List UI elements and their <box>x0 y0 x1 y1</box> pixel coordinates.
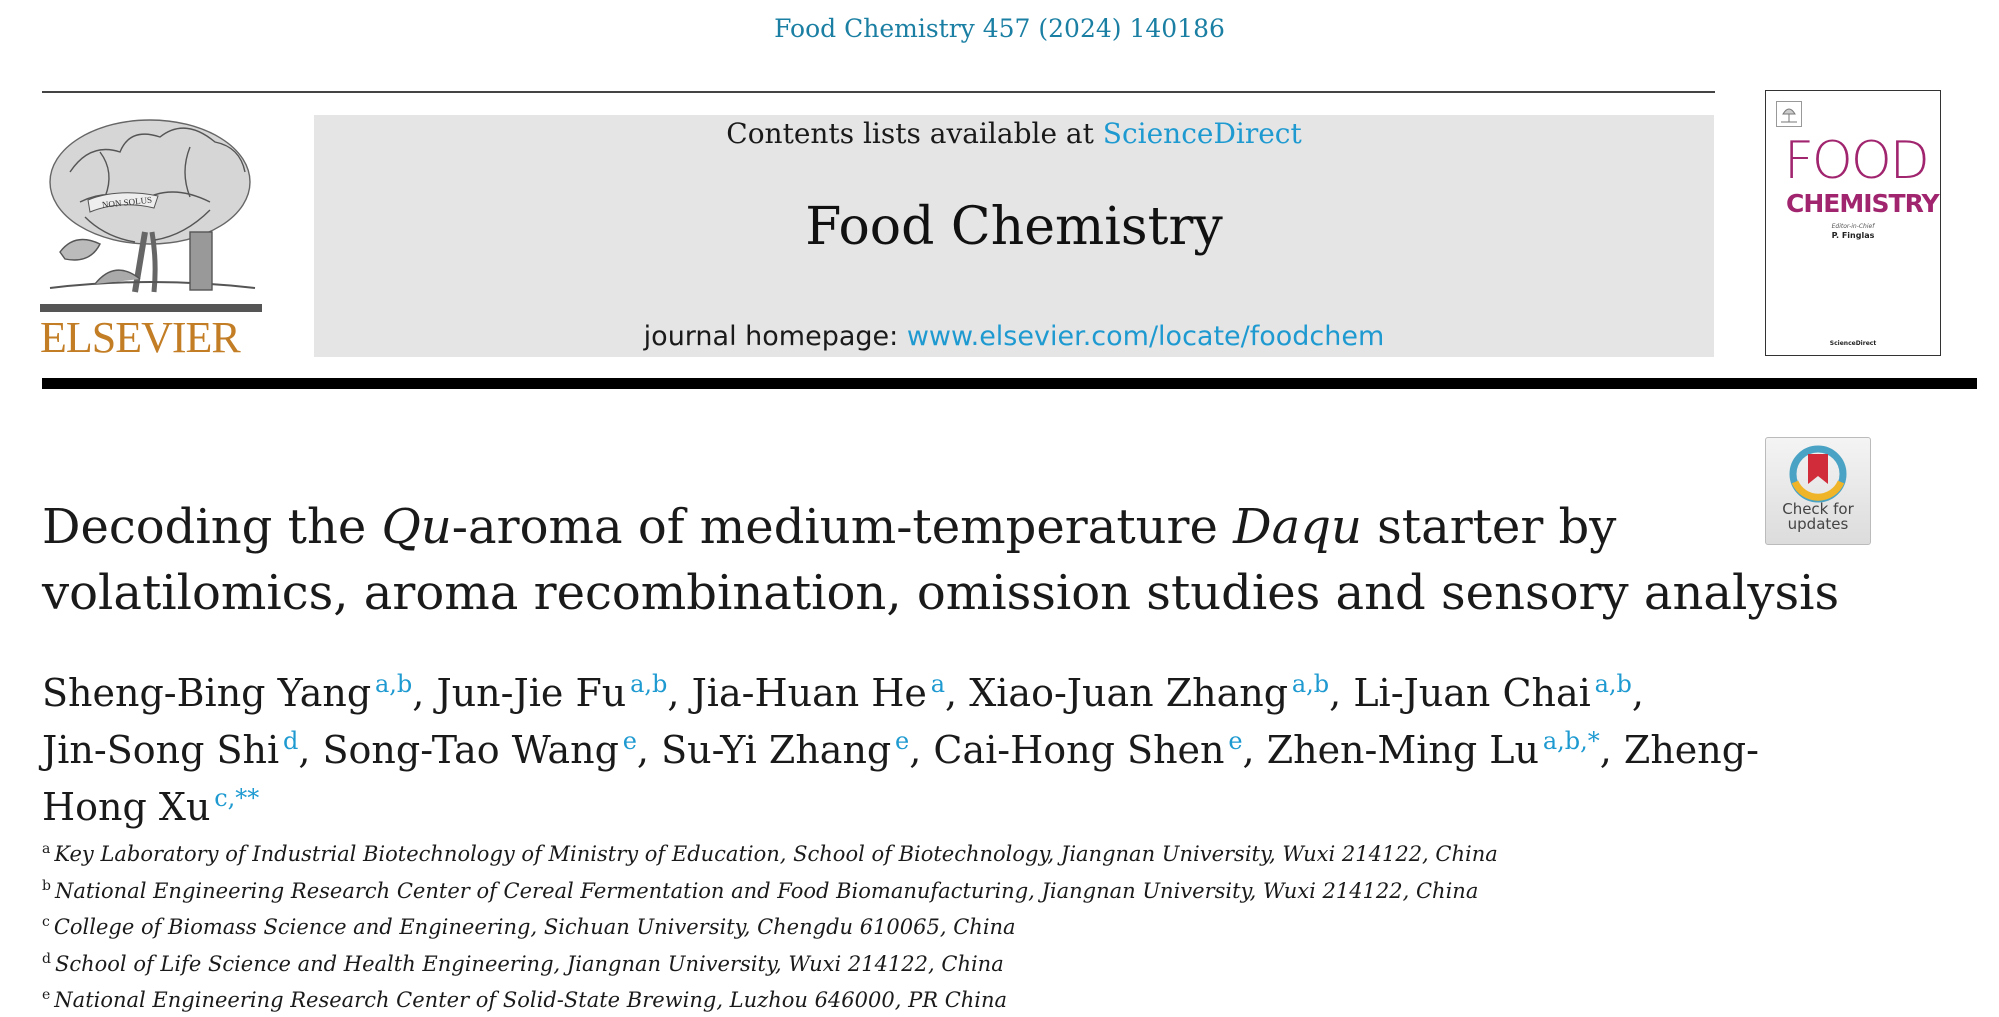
author-affiliation-link[interactable]: a,b <box>630 670 668 698</box>
author-name: Jin-Song Shi <box>42 728 280 772</box>
author-affiliation-link[interactable]: e <box>895 727 910 755</box>
check-for-updates-button[interactable] <box>1765 437 1871 545</box>
author-affiliation-link[interactable]: e <box>622 727 637 755</box>
author-name: Jun-Jie Fu <box>436 671 627 715</box>
cover-editor-label: Editor-in-Chief <box>1831 223 1875 230</box>
elsevier-tree-icon <box>40 112 262 312</box>
svg-text:NON SOLUS: NON SOLUS <box>101 194 153 210</box>
author-affiliation-link[interactable]: d <box>282 727 299 755</box>
sciencedirect-link[interactable]: ScienceDirect <box>1102 117 1302 150</box>
check-updates-label-2: updates <box>1787 515 1849 533</box>
header-thick-rule <box>42 378 1977 389</box>
author-affiliation-link[interactable]: a,b <box>1291 670 1330 698</box>
author-name: Xiao-Juan Zhang <box>969 671 1289 715</box>
check-updates-icon <box>1766 442 1870 506</box>
author-affiliation-link[interactable]: a,b <box>1594 670 1632 698</box>
affiliation-item: $^a$ Key Laboratory of Industrial Biotechnology of Ministry of Education, School of Biotechnology, Jiangnan University, Wuxi 214122, China <box>42 841 1498 866</box>
author-name: Cai-Hong Shen <box>933 728 1225 772</box>
elsevier-logo <box>40 112 262 360</box>
author-name: Zhen-Ming Lu <box>1266 728 1540 772</box>
journal-banner <box>314 115 1714 357</box>
author-name: Jia-Huan He <box>691 671 927 715</box>
author-affiliation-link[interactable]: e <box>1228 727 1243 755</box>
author-affiliation-link[interactable]: c,** <box>214 784 260 812</box>
author-name: Song-Tao Wang <box>322 728 619 772</box>
affiliation-item: $^c$ College of Biomass Science and Engineering, Sichuan University, Chengdu 610065, China <box>42 914 1016 939</box>
affiliation-item: $^d$ School of Life Science and Health Engineering, Jiangnan University, Wuxi 214122, China <box>42 950 1004 976</box>
journal-cover[interactable] <box>1765 90 1941 356</box>
header-rule <box>42 91 1715 93</box>
affiliation-list <box>42 834 1742 1017</box>
elsevier-wordmark: ELSEVIER <box>40 313 240 362</box>
author-affiliation-link[interactable]: a,b,* <box>1542 727 1600 755</box>
affiliation-item: $^e$ National Engineering Research Center of Solid-State Brewing, Luzhou 646000, PR China <box>42 987 1008 1012</box>
author-list: Sheng-Bing Yang $^{a,b}$, Jun-Jie Fu $^{a,b}$, Jia-Huan He $^a$, Xiao-Juan Zhang $^{a,b}$, Li-Juan Chai $^{a,b}$, Jin-Song Shi $^d$, Song-Tao Wang $^e$, Su-Yi Zhang $^e$, Cai-Hong Shen $^e$, Zhen-Ming Lu $^{a,b,*}$, Zheng- Hong Xu $^{c,**}$ <box>42 670 1759 829</box>
journal-name: Food Chemistry <box>805 197 1223 257</box>
author-affiliation-link[interactable]: a,b <box>374 670 413 698</box>
author-name: Su-Yi Zhang <box>661 728 892 772</box>
cover-title-food: FOOD <box>1784 131 1928 191</box>
cover-footer: ScienceDirect <box>1829 340 1877 347</box>
cover-editor: P. Finglas <box>1831 231 1875 240</box>
journal-homepage-link[interactable]: www.elsevier.com/locate/foodchem <box>906 321 1385 352</box>
article-title: Decoding the Qu-aroma of medium-temperature Daqu starter by volatilomics, aroma recombination, omission studies and sensory analysis <box>42 499 1840 621</box>
author-name: Zheng- <box>1623 728 1759 772</box>
journal-citation: Food Chemistry 457 (2024) 140186 <box>774 14 1225 43</box>
check-updates-label-1: Check for <box>1782 500 1854 518</box>
cover-title-chemistry: CHEMISTRY <box>1786 189 1939 218</box>
cover-elsevier-icon <box>1776 101 1802 127</box>
contents-line: Contents lists available at ScienceDirect <box>726 117 1302 150</box>
author-name: Sheng-Bing Yang <box>42 671 372 715</box>
homepage-line: journal homepage: www.elsevier.com/locate/foodchem <box>643 321 1385 352</box>
author-name: Hong Xu <box>42 785 211 829</box>
author-name: Li-Juan Chai <box>1353 671 1591 715</box>
affiliation-item: $^b$ National Engineering Research Center of Cereal Fermentation and Food Biomanufacturing, Jiangnan University, Wuxi 214122, China <box>42 877 1479 903</box>
author-affiliation-link[interactable]: a <box>930 670 946 698</box>
